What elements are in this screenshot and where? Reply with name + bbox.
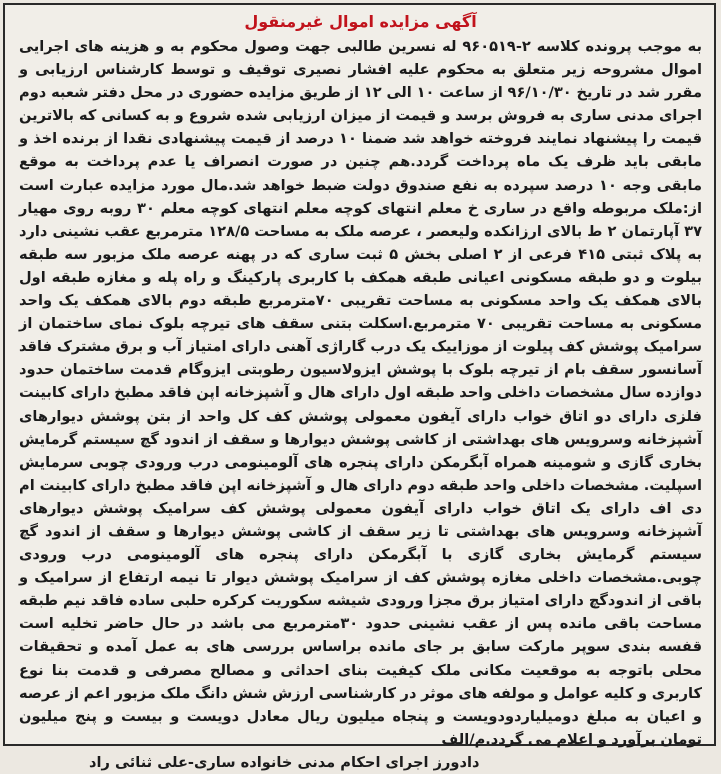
notice-clipping: [3, 3, 716, 771]
notice-body: به موجب پرونده کلاسه ۲-۹۶۰۵۱۹ له نسرین طالبی جهت وصول محکوم به و هزینه های اجرایی اموال مشروحه زیر متعلق به محکوم علیه افشار نصیری توقیف و توسط کارشناس ارزیابی و مقرر شد در تاریخ ۹۶/۱۰/۳۰ از ساعت ۱۰ الی ۱۲ از طریق مزایده حضوری در محل دفتر شعبه دوم اجرای مدنی ساری به فروش برسد و قیمت از میزان ارزیابی شده شروع و به کسانی که بالاترین قیمت را پیشنهاد نمایند فروخته خواهد شد ضمنا ۱۰ درصد از قیمت پیشنهادی نقدا از برنده اخذ و مابقی باید ظرف یک ماه پرداخت گردد.هم چنین در صورت انصراف یا عدم پرداخت به موقع مابقی وجه ۱۰ درصد سپرده به نفع صندوق دولت ضبط خواهد شد.مال مورد مزایده عبارت است از:ملک مربوطه واقع در ساری خ معلم انتهای کوچه معلم انتهای کوچه معلم ۳۰ روبه روی مهیار ۳۷ آپارتمان ۲ ط بالای ارزانکده ولیعصر ، عرصه ملک به مساحت ۱۲۸/۵ مترمربع عقب نشینی دارد به پلاک ثبتی ۴۱۵ فرعی از ۲ اصلی بخش ۵ ثبت ساری که در پهنه عرصه ملک مزبور سه طبقه بیلوت و دو طبقه مسکونی اعیانی طبقه همکف با کاربری پارکینگ و راه پله و مغازه طبقه اول بالای همکف یک واحد مسکونی به مساحت تقریبی ۷۰مترمربع طبقه دوم بالای همکف یک واحد مسکونی به مساحت تقریبی ۷۰ مترمربع.اسکلت بتنی سقف های تیرچه بلوک نمای ساختمان از سرامیک پوشش کف پیلوت از موزاییک یک درب گاراژی آهنی دارای امتیاز آب و برق مشترک فاقد آسانسور سقف بام از تیرچه بلوک با پوشش ایزولاسیون رطوبتی ایزوگام قدمت ساختمان حدود دوازده سال مشخصات داخلی واحد طبقه اول دارای هال و آشپزخانه اپن فاقد مطبخ دارای کابینت فلزی دارای دو اتاق خواب دارای آیفون معمولی پوشش کف کل واحد از بتن پوشش دیوارهای آشپزخانه وسرویس های بهداشتی از کاشی پوشش دیوارها و سقف از اندود گچ سیستم گرمایش بخاری گازی و شومینه همراه آبگرمکن دارای پنجره های آلومینومی درب ورودی چوبی سرمایش اسپلیت. مشخصات داخلی واحد طبقه دوم دارای هال و آشپزخانه اپن فاقد مطبخ دارای کابینت ام دی اف دارای یک اتاق خواب دارای آیفون معمولی پوشش کف سرامیک پوشش دیوارهای آشپزخانه وسرویس های بهداشتی تا زیر سقف از کاشی پوشش دیوارها و سقف از اندود گچ سیستم گرمایش بخاری گازی با آبگرمکن دارای پنجره های آلومینومی درب ورودی چوبی.مشخصات داخلی مغازه پوشش کف از سرامیک پوشش دیوار تا نیمه ارتفاع از سرامیک و باقی از اندودگچ دارای امتیاز برق مجزا ورودی شیشه سکوریت کرکره حلبی ساده فاقد نیم طبقه مساحت باقی مانده پس از عقب نشینی حدود ۳۰مترمربع می باشد در حال حاضر تخلیه است قفسه بندی سوپر مارکت سابق بر جای مانده براساس بررسی های به عمل آمده و تحقیقات محلی باتوجه به موقعیت مکانی ملک کیفیت بنای احداثی و مصالح مصرفی و قدمت بنا نوع کاربری و کلیه عوامل و مولفه های موثر در کارشناسی ارزش شش دانگ ملک مزبور اعم از عرصه و اعیان به مبلغ دومیلیاردودویست و پنجاه میلیون ریال معادل دویست و بیست و پنج میلیون تومان برآورد و اعلام می گردد.م/الف: [19, 38, 703, 748]
notice-title: آگهی مزایده اموال غیرمنقول: [244, 12, 477, 31]
notice-signature: دادورز اجرای احکام مدنی خانواده ساری-علی ثنائی راد: [89, 753, 480, 771]
